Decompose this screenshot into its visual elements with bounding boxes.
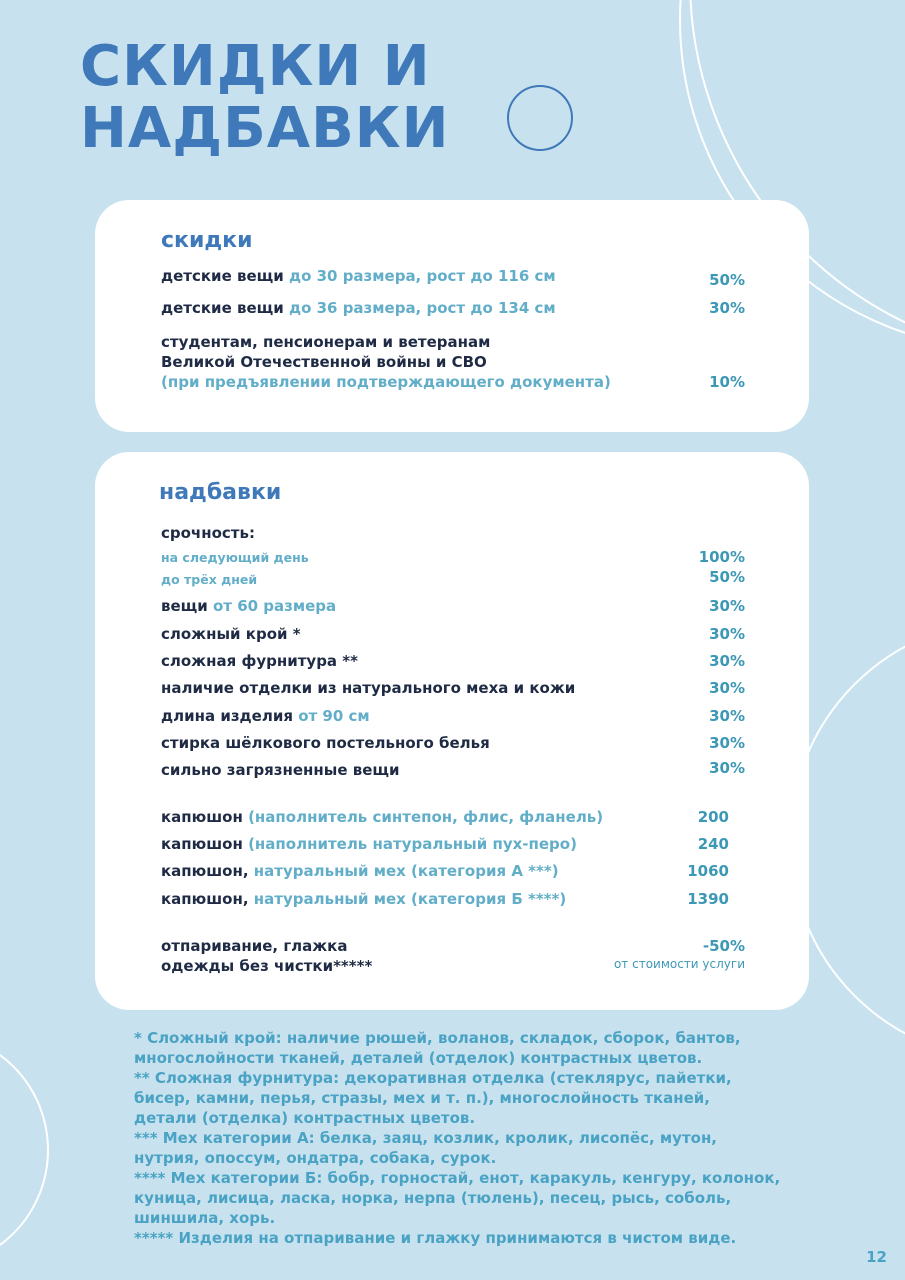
surcharge-value: 30% bbox=[709, 597, 745, 615]
hood-value: 200 bbox=[697, 808, 729, 826]
urgency-option: на следующий день bbox=[161, 550, 309, 565]
steaming-value: -50% bbox=[702, 937, 745, 955]
discount-value: 50% bbox=[709, 271, 745, 289]
hood-label: капюшон, bbox=[161, 862, 254, 880]
urgency-row bbox=[161, 547, 745, 568]
discount-row bbox=[161, 298, 745, 318]
surcharge-row bbox=[161, 624, 745, 644]
footnote-line: ** Сложная фурнитура: декоративная отделка (стеклярус, пайетки, bbox=[134, 1069, 732, 1087]
hood-value: 1390 bbox=[687, 890, 729, 908]
surcharge-row bbox=[161, 678, 745, 698]
hood-highlight: (наполнитель синтепон, флис, фланель) bbox=[248, 808, 604, 826]
footnote-line: детали (отделка) контрастных цветов. bbox=[134, 1109, 476, 1127]
surcharge-value: 30% bbox=[709, 707, 745, 725]
urgency-block bbox=[161, 523, 745, 543]
footnote-line: шиншила, хорь. bbox=[134, 1209, 276, 1227]
footnote-line: * Сложный крой: наличие рюшей, воланов, складок, сборок, бантов, bbox=[134, 1029, 741, 1047]
surcharges-heading: надбавки bbox=[159, 480, 282, 505]
hood-label: капюшон bbox=[161, 835, 249, 853]
discount-value: 30% bbox=[709, 299, 745, 317]
discount-label: Великой Отечественной войны и СВО bbox=[161, 353, 487, 371]
footnote-line: бисер, камни, перья, стразы, мех и т. п.), многослойность тканей, bbox=[134, 1089, 711, 1107]
urgency-value: 50% bbox=[709, 568, 745, 586]
urgency-row bbox=[161, 569, 745, 590]
surcharge-value: 30% bbox=[709, 679, 745, 697]
page-number: 12 bbox=[866, 1248, 887, 1266]
page-title bbox=[80, 36, 449, 160]
discount-row bbox=[161, 332, 745, 392]
hood-row bbox=[161, 807, 745, 827]
left-arc-decoration bbox=[0, 1032, 48, 1268]
surcharge-label: наличие отделки из натурального меха и кожи bbox=[161, 679, 576, 697]
discount-label: детские вещи bbox=[161, 267, 289, 285]
hood-row bbox=[161, 834, 745, 854]
small-circle-decoration bbox=[508, 86, 572, 150]
surcharge-row bbox=[161, 706, 745, 726]
hood-highlight: натуральный мех (категория А ***) bbox=[253, 862, 559, 880]
discount-highlight: до 30 размера, рост до 116 см bbox=[288, 267, 556, 285]
steaming-row bbox=[161, 936, 745, 976]
footnote-line: нутрия, опоссум, ондатра, собака, сурок. bbox=[134, 1149, 497, 1167]
surcharge-value: 30% bbox=[709, 652, 745, 670]
steaming-note: от стоимости услуги bbox=[613, 957, 745, 971]
surcharge-value: 30% bbox=[709, 759, 745, 777]
surcharge-value: 30% bbox=[709, 734, 745, 752]
hood-label: капюшон, bbox=[161, 890, 254, 908]
page-title-line2: НАДБАВКИ bbox=[80, 96, 450, 161]
surcharge-row bbox=[161, 596, 745, 616]
surcharge-highlight: от 60 размера bbox=[212, 597, 337, 615]
steaming-label: одежды без чистки***** bbox=[161, 957, 373, 975]
surcharge-highlight: от 90 см bbox=[298, 707, 370, 725]
footnotes bbox=[134, 1028, 824, 1248]
discount-value: 10% bbox=[709, 373, 745, 391]
surcharge-label: стирка шёлкового постельного белья bbox=[161, 734, 490, 752]
surcharges-card bbox=[95, 452, 809, 1010]
footnote-line: многослойности тканей, деталей (отделок) контрастных цветов. bbox=[134, 1049, 703, 1067]
hood-label: капюшон bbox=[161, 808, 249, 826]
hood-highlight: натуральный мех (категория Б ****) bbox=[253, 890, 567, 908]
surcharge-row bbox=[161, 651, 745, 671]
urgency-option: до трёх дней bbox=[161, 572, 258, 587]
hood-highlight: (наполнитель натуральный пух-перо) bbox=[248, 835, 577, 853]
surcharge-label: сложная фурнитура ** bbox=[161, 652, 358, 670]
discount-label: студентам, пенсионерам и ветеранам bbox=[161, 333, 491, 351]
discounts-heading: скидки bbox=[161, 228, 253, 253]
discount-highlight: до 36 размера, рост до 134 см bbox=[288, 299, 556, 317]
hood-value: 1060 bbox=[687, 862, 729, 880]
footnote-line: **** Мех категории Б: бобр, горностай, енот, каракуль, кенгуру, колонок, bbox=[134, 1169, 781, 1187]
hood-value: 240 bbox=[697, 835, 729, 853]
surcharge-label: вещи bbox=[161, 597, 213, 615]
footnote-line: куница, лисица, ласка, норка, нерпа (тюлень), песец, рысь, соболь, bbox=[134, 1189, 732, 1207]
discount-highlight: (при предъявлении подтверждающего документа) bbox=[161, 373, 611, 391]
discount-row bbox=[161, 266, 745, 289]
hood-row bbox=[161, 889, 745, 909]
surcharge-label: длина изделия bbox=[161, 707, 299, 725]
footnote-line: ***** Изделия на отпаривание и глажку принимаются в чистом виде. bbox=[134, 1229, 737, 1247]
hood-row bbox=[161, 861, 745, 881]
urgency-label: срочность: bbox=[161, 524, 255, 542]
discounts-card bbox=[95, 200, 809, 432]
surcharge-row bbox=[161, 760, 745, 780]
urgency-value: 100% bbox=[698, 548, 745, 566]
footnote-line: *** Мех категории А: белка, заяц, козлик, кролик, лисопёс, мутон, bbox=[134, 1129, 718, 1147]
discount-label: детские вещи bbox=[161, 299, 289, 317]
surcharge-label: сложный крой * bbox=[161, 625, 301, 643]
surcharge-value: 30% bbox=[709, 625, 745, 643]
surcharge-label: сильно загрязненные вещи bbox=[161, 761, 400, 779]
surcharge-row bbox=[161, 733, 745, 753]
steaming-label: отпаривание, глажка bbox=[161, 937, 348, 955]
page-title-line1: СКИДКИ И bbox=[80, 34, 431, 99]
